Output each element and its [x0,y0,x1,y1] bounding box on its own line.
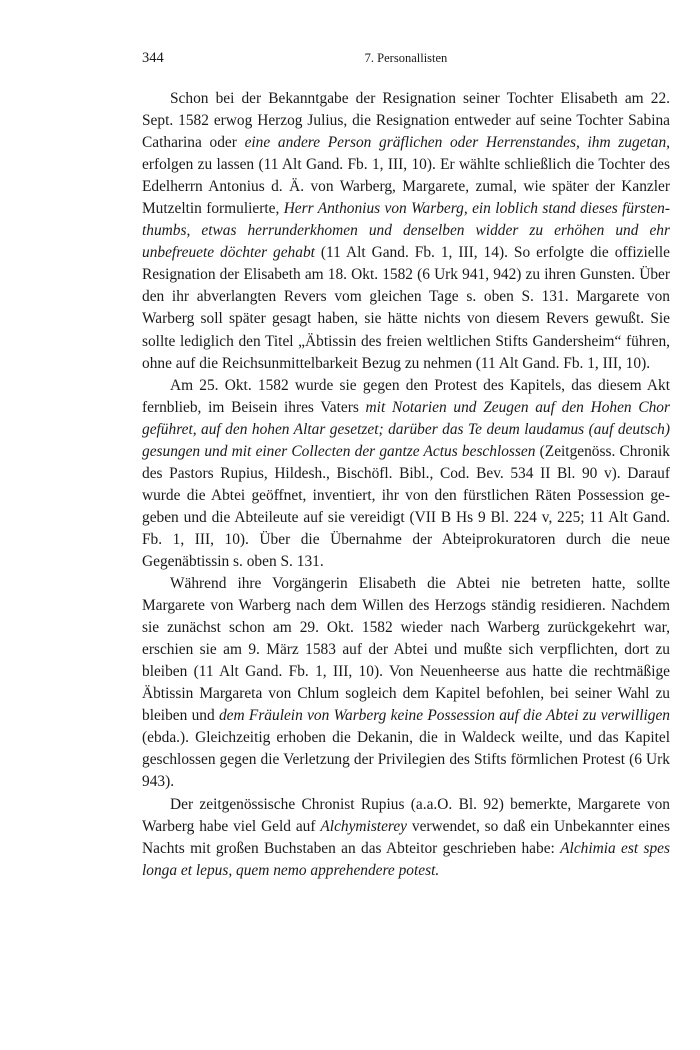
italic-inscription: Alchimia est spes longa et lepus, quem nemo apprehendere potest. [142,839,670,879]
paragraph-2 [142,375,670,573]
paragraph-segment: Während ihre Vorgängerin Elisabeth die Abtei nie betreten hatte, sollte Margarete von Warberg nach dem Willen des Herzogs ständig residieren. Nachdem sie zunächst schon am 29. Okt. 1582 wieder nach Warberg zurückgekehrt war, erschien sie am 9. März 1583 auf der Abtei und mußte sich verpflichten, dort zu bleiben (11 Alt Gand. Fb. 1, III, 10). Von Neuenheerse aus hatte die rechtmäßige Äbtissin Margareta von Chlum sogleich dem Kapitel befohlen, bei seiner Wahl zu bleiben und [142,575,670,725]
paragraph-4 [142,794,670,882]
paragraph-segment: Schon bei der Bekanntgabe der Resignation seiner Tochter Elisabeth am 22. Sept. 1582 erwog Herzog Julius, die Resignation entweder auf seine Tochter Sabina Catharina oder [142,90,670,152]
italic-term: Alchymisterey [320,817,407,835]
paragraph-segment: (11 Alt Gand. Fb. 1, III, 14). So erfolgte die offizielle Resignation der Elisabeth am 18. Okt. 1582 (6 Urk 941, 942) zu ihren Gunsten. Über den ihr abverlangten Revers vom gleichen Tage s. oben S. 131. Margarete von Warberg soll später gesagt haben, sie hätte nichts von diesem Revers gewußt. Sie sollte lediglich den Titel „Äbtissin des freien weltlichen Stifts Gandersheim“ führen, ohne auf die Reichsunmittelbarkeit Bezug zu nehmen (11 Alt Gand. Fb. 1, III, 10). [142,244,670,372]
running-head: 7. Personallisten [364,51,448,65]
paragraph-segment: Der zeitgenössische Chronist Rupius (a.a.O. Bl. 92) bemerkte, Margarete von Warberg habe viel Geld auf [142,795,670,835]
italic-quote: dem Fräulein von Warberg keine Possession auf die Abtei zu verwilligen [218,707,670,725]
italic-quote: eine andere Person gräflichen oder Herrenstandes, ihm zugetan, [244,134,670,152]
page-header [142,50,670,70]
paragraph-segment: erfolgen zu lassen (11 Alt Gand. Fb. 1, III, 10). Er wählte schließlich die Tochter des Edelherrn Antonius d. Ä. von Warberg, Margarete, zumal, wie später der Kanzler Mutzeltin formulierte, [142,156,670,218]
paragraph-segment: verwendet, so daß ein Unbekannter eines Nachts mit großen Buchstaben an das Abteitor geschrieben habe: [142,817,670,857]
page-number: 344 [142,50,164,66]
paragraph-1 [142,88,670,375]
body-text [142,88,670,882]
paragraph-segment: (Zeitgenöss. Chronik des Pastors Rupius, Hildesh., Bischöfl. Bibl., Cod. Bev. 534 II Bl. 90 v). Darauf wurde die Abtei geöffnet, inventiert, ihr von den fürstlichen Räten Possession gegeben und die Abteileute auf sie vereidigt (VII B Hs 9 Bl. 224 v, 225; 11 Alt Gand. Fb. 1, III, 10). Über die Übernahme der Abteiprokuratoren durch die neue Gegenäbtissin s. oben S. 131. [142,442,670,570]
paragraph-3 [142,573,670,793]
paragraph-segment: (ebda.). Gleichzeitig erhoben die Dekanin, die in Waldeck weilte, und das Kapitel geschlossen gegen die Verletzung der Privilegien des Stifts förmlichen Protest (6 Urk 943). [142,729,670,791]
italic-quote: mit Notarien und Zeugen auf den Hohen Chor geführet, auf den hohen Altar gesetzet; darüber das Te deum laudamus (auf deutsch) gesungen und mit einer Collecten der gantze Actus beschlossen [142,398,670,460]
paragraph-segment: Am 25. Okt. 1582 wurde sie gegen den Protest des Kapitels, das diesem Akt fernblieb, im Beisein ihres Vaters [142,376,670,416]
italic-quote: Herr Anthonius von Warberg, ein loblich stand dieses fürstenthumbs, etwas herrunderkhomen und denselben widder zu erhöhen und ehr unbefreuete döchter gehabt [142,200,670,262]
